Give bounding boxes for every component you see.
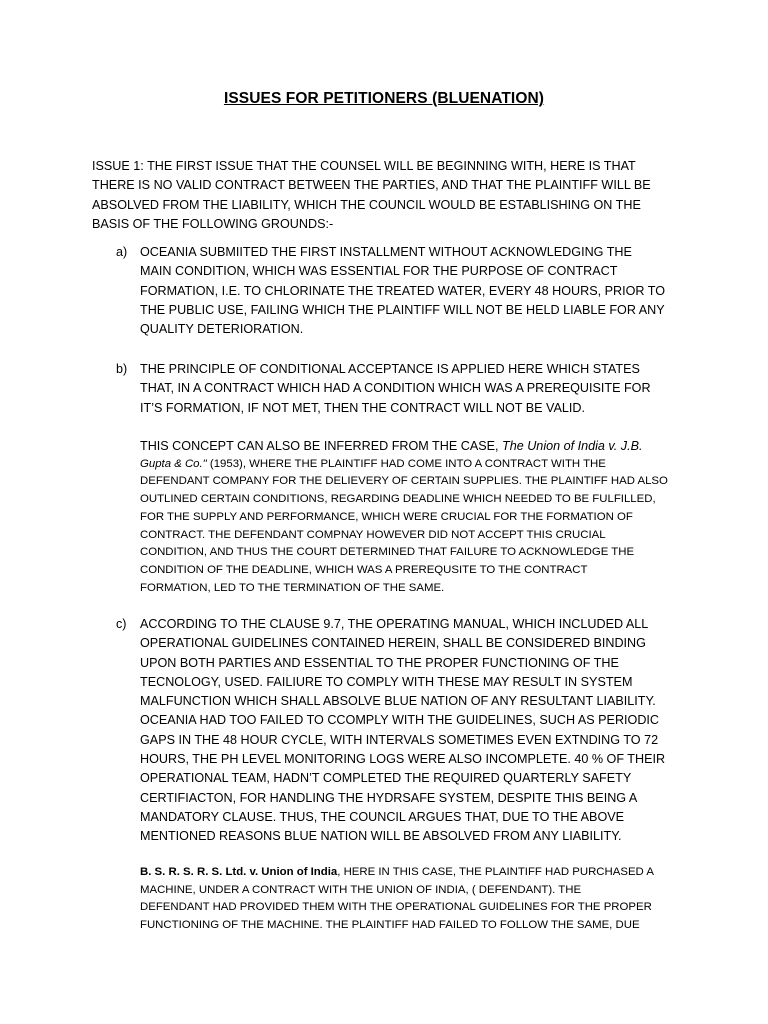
note-line	[140, 456, 668, 474]
case-citation: B. S. R. S. R. S. Ltd. v. Union of India	[140, 866, 338, 878]
case-citation: The Union of India v. J.B.	[502, 439, 643, 453]
item-line: OPERATIONAL TEAM, HADN’T COMPLETED THE REQUIRED QUARTERLY SAFETY	[140, 771, 632, 786]
item-line: GAPS IN THE 48 HOUR CYCLE, WITH INTERVALS SOMETIMES EVEN EXTNDING TO 72	[140, 732, 659, 747]
note-line: MACHINE, UNDER A CONTRACT WITH THE UNION OF INDIA, ( DEFENDANT). THE	[140, 883, 582, 896]
note-text: (1953), WHERE THE PLAINTIFF HAD COME INTO A CONTRACT WITH THE	[206, 457, 606, 470]
intro-line: ISSUE 1: THE FIRST ISSUE THAT THE COUNSEL WILL BE BEGINNING WITH, HERE IS THAT	[92, 159, 636, 173]
note-line: DEFENDANT HAD PROVIDED THEM WITH THE OPERATIONAL GUIDELINES FOR THE PROPER	[140, 901, 652, 914]
item-line: IT’S FORMATION, IF NOT MET, THEN THE CONTRACT WILL NOT BE VALID.	[140, 400, 586, 415]
item-line: CERTIFIACTON, FOR HANDLING THE HYDRSAFE SYSTEM, DESPITE THIS BEING A	[140, 790, 638, 805]
case-note-b	[140, 438, 668, 597]
note-text: , HERE IN THIS CASE, THE PLAINTIFF HAD PURCHASED A	[337, 866, 654, 878]
item-line: THE PRINCIPLE OF CONDITIONAL ACCEPTANCE IS APPLIED HERE WHICH STATES	[140, 362, 640, 376]
note-line: OUTLINED CERTAIN CONDITIONS, REGARDING DEADLINE WHICH NEEDED TO BE FULFILLED,	[140, 493, 656, 506]
note-line: CONDITION, AND THUS THE COURT DETERMINED THAT FAILURE TO ACKNOWLEDGE THE	[140, 546, 635, 559]
note-text: THIS CONCEPT CAN ALSO BE INFERRED FROM THE CASE,	[140, 439, 503, 453]
intro-line: THERE IS NO VALID CONTRACT BETWEEN THE PARTIES, AND THAT THE PLAINTIFF WILL BE	[92, 178, 651, 193]
item-line: OCEANIA HAD TOO FAILED TO CCOMPLY WITH THE GUIDELINES, SUCH AS PERIODIC	[140, 713, 660, 728]
note-line: DEFENDANT COMPANY FOR THE DELIEVERY OF CERTAIN SUPPLIES. THE PLAINTIFF HAD ALSO	[140, 475, 668, 488]
list-marker: c)	[116, 617, 127, 631]
case-note-c	[140, 864, 654, 935]
note-line: FUNCTIONING OF THE MACHINE. THE PLAINTIFF HAD FAILED TO FOLLOW THE SAME, DUE	[140, 919, 640, 932]
list-marker: a)	[116, 245, 128, 259]
item-line: THE PUBLIC USE, FAILING WHICH THE PLAINTIFF WILL NOT BE HELD LIABLE FOR ANY	[140, 302, 665, 317]
note-line: CONDITION OF THE DEADLINE, WHICH WAS A PREREQUSITE TO THE CONTRACT	[140, 563, 588, 576]
item-line: MAIN CONDITION, WHICH WAS ESSENTIAL FOR THE PURPOSE OF CONTRACT	[140, 264, 618, 279]
note-line	[140, 864, 654, 882]
note-line: FORMATION, LED TO THE TERMINATION OF THE SAME.	[140, 581, 445, 594]
note-line: FOR THE SUPPLY AND PERFORMANCE, WHICH WERE CRUCIAL FOR THE FORMATION OF	[140, 510, 633, 523]
intro-line: ABSOLVED FROM THE LIABILITY, WHICH THE COUNCIL WOULD BE ESTABLISHING ON THE	[92, 197, 641, 212]
item-line: UPON BOTH PARTIES AND ESSENTIAL TO THE PROPER FUNCTIONING OF THE	[140, 655, 619, 670]
item-line: QUALITY DETERIORATION.	[140, 322, 304, 337]
case-citation: Gupta & Co."	[140, 457, 207, 470]
item-line: TECNOLOGY, USED. FAILIURE TO COMPLY WITH THESE MAY RESULT IN SYSTEM	[140, 674, 633, 689]
note-line	[140, 438, 668, 456]
document-title: ISSUES FOR PETITIONERS (BLUENATION)	[223, 90, 545, 107]
note-line: CONTRACT. THE DEFENDANT COMPNAY HOWEVER DID NOT ACCEPT THIS CRUCIAL	[140, 528, 606, 541]
item-line: FORMATION, I.E. TO CHLORINATE THE TREATED WATER, EVERY 48 HOURS, PRIOR TO	[140, 283, 666, 298]
item-line: MALFUNCTION WHICH SHALL ABSOLVE BLUE NATION OF ANY RESULTANT LIABILITY.	[140, 694, 656, 709]
issue-intro-paragraph	[92, 157, 651, 234]
item-line: MENTIONED REASONS BLUE NATION WILL BE ABSOLVED FROM ANY LIABILITY.	[140, 829, 622, 844]
item-line: HOURS, THE PH LEVEL MONITORING LOGS WERE ALSO INCOMPLETE. 40 % OF THEIR	[140, 752, 666, 767]
item-line: MANDATORY CLAUSE. THUS, THE COUNCIL ARGUES THAT, DUE TO THE ABOVE	[140, 809, 625, 824]
intro-line: BASIS OF THE FOLLOWING GROUNDS:-	[92, 216, 334, 231]
item-line: ACCORDING TO THE CLAUSE 9.7, THE OPERATING MANUAL, WHICH INCLUDED ALL	[140, 617, 649, 631]
list-marker: b)	[116, 362, 128, 376]
item-line: OCEANIA SUBMIITED THE FIRST INSTALLMENT WITHOUT ACKNOWLEDGING THE	[140, 245, 632, 259]
item-line: OPERATIONAL GUIDELINES CONTAINED HEREIN, SHALL BE CONSIDERED BINDING	[140, 636, 646, 651]
item-line: THAT, IN A CONTRACT WHICH HAD A CONDITION WHICH WAS A PREREQUISITE FOR	[140, 381, 651, 396]
list-item-text	[140, 360, 651, 418]
list-item-text	[140, 243, 665, 339]
list-item-text	[140, 615, 665, 847]
